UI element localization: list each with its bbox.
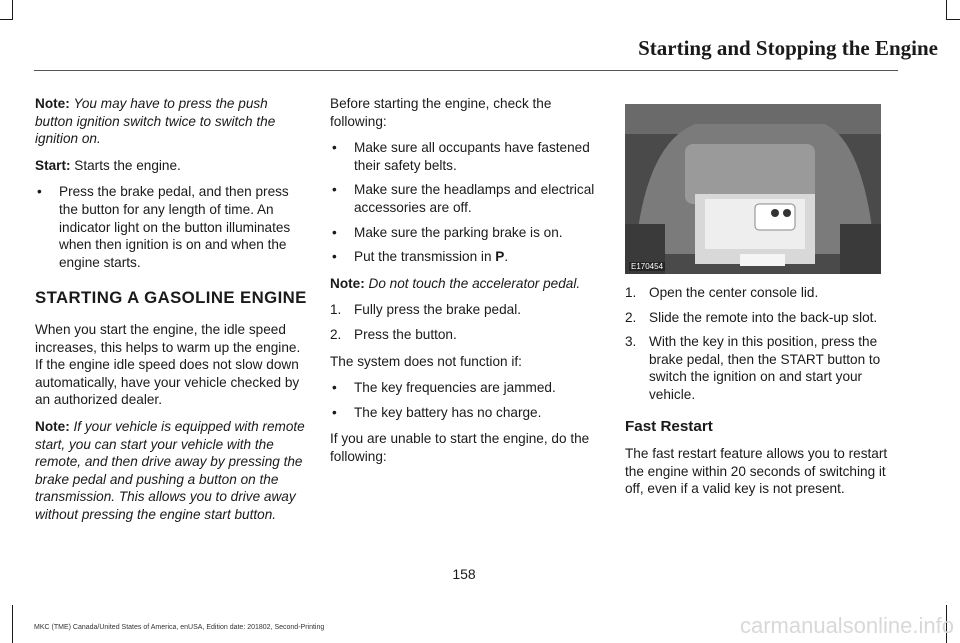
page-title: Starting and Stopping the Engine <box>638 36 938 60</box>
crop-mark-top-left-v <box>12 0 13 20</box>
crop-mark-bottom-left-v <box>12 605 13 643</box>
crop-mark-top-left-h <box>0 19 12 20</box>
fail-list <box>330 379 602 421</box>
list-item: 2. Press the button. <box>330 326 457 342</box>
watermark: carmanualsonline.info <box>739 613 954 638</box>
list-item: • Make sure the headlamps and electrical accessories are off. <box>332 182 595 215</box>
start-bullets <box>35 183 307 271</box>
note-text: You may have to press the push button ignition switch twice to switch the ignition on. <box>35 96 276 147</box>
fail-intro: The system does not function if: <box>330 353 522 369</box>
note-paragraph <box>35 95 307 148</box>
console-illustration <box>625 104 881 274</box>
list-item: 1. Fully press the brake pedal. <box>330 302 521 318</box>
list-item: • The key battery has no charge. <box>332 404 542 420</box>
start-text: Starts the engine. <box>74 157 181 173</box>
footer-edition: MKC (TME) Canada/United States of America, enUSA, Edition date: 201802, Second-Printing <box>34 624 325 631</box>
list-item: 1. Open the center console lid. <box>625 285 819 300</box>
header-rule <box>34 70 898 71</box>
start-label: Start: <box>35 157 71 173</box>
note-label: Note: <box>330 275 365 291</box>
crop-mark-top-right-h <box>946 19 960 20</box>
crop-mark-top-right-v <box>946 0 947 20</box>
console-backup-slot-photo <box>625 104 881 274</box>
note-label: Note: <box>35 418 70 434</box>
check-intro: Before starting the engine, check the following: <box>330 96 552 129</box>
sub-heading: Fast Restart <box>625 417 713 435</box>
list-item: • Make sure all occupants have fastened their safety belts. <box>332 140 590 173</box>
fast-restart-paragraph: The fast restart feature allows you to restart the engine within 20 seconds of switching it off, even if a valid key is not present. <box>625 446 888 497</box>
backup-slot-steps <box>625 284 897 404</box>
list-item: • Make sure the parking brake is on. <box>332 224 563 240</box>
closing-paragraph: If you are unable to start the engine, do the following: <box>330 431 590 464</box>
checklist <box>330 139 602 266</box>
list-item: 2. Slide the remote into the back-up slot. <box>625 309 878 325</box>
page-number: 158 <box>452 566 476 582</box>
note-paragraph <box>330 275 602 293</box>
middle-column <box>330 95 602 475</box>
body-paragraph: When you start the engine, the idle speed increases, this helps to warm up the engine. If the engine idle speed does not slow down automatically, have your vehicle checked by an authorized dealer. <box>35 321 301 408</box>
list-item: • The key frequencies are jammed. <box>332 380 556 396</box>
start-steps <box>330 301 602 343</box>
list-item: • Put the transmission in P. <box>332 249 509 265</box>
remote-start-note <box>35 418 307 524</box>
list-item: 3. With the key in this position, press the brake pedal, then the START button to switch the ignition on and start your vehicle. <box>625 334 881 402</box>
image-code: E170454 <box>631 262 664 271</box>
note-label: Note: <box>35 96 70 111</box>
left-column <box>35 95 307 532</box>
note-text: If your vehicle is equipped with remote start, you can start your vehicle with the remote, and then drive away by pressing the brake pedal and pushing a button on the transmission. This allows you to drive away without pressing the engine start button. <box>35 418 305 522</box>
section-heading: STARTING A GASOLINE ENGINE <box>35 288 307 308</box>
right-column <box>625 284 897 507</box>
note-text: Do not touch the accelerator pedal. <box>368 275 581 291</box>
start-paragraph <box>35 157 307 175</box>
list-item: • Press the brake pedal, and then press the button for any length of time. An indicator light on the button illuminates when then ignition is on and when the engine starts. <box>37 184 291 270</box>
